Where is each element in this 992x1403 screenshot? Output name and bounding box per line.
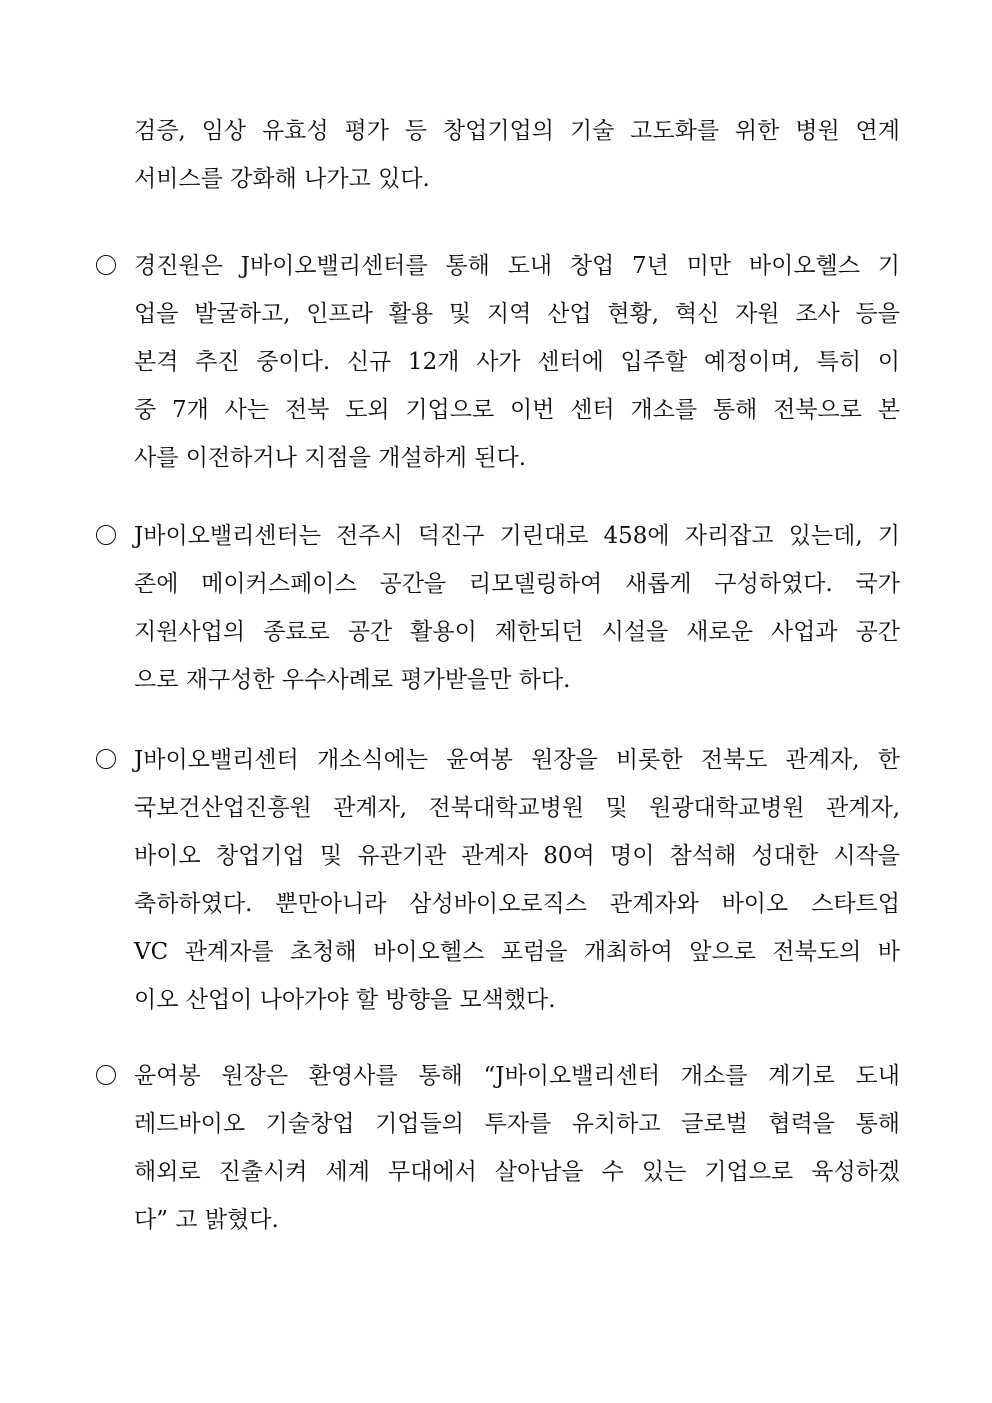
text-line [96, 1148, 900, 1196]
text-line [96, 880, 900, 928]
paragraph-line: 중 7개 사는 전북 도외 기업으로 이번 센터 개소를 통해 전북으로 본 [134, 397, 900, 423]
text-line [96, 1196, 900, 1244]
intro-line-2: 서비스를 강화해 나가고 있다. [134, 166, 430, 192]
text-line [96, 656, 900, 704]
paragraph-line: 사를 이전하거나 지점을 개설하게 된다. [134, 445, 527, 471]
bullet-paragraph-2 [96, 512, 900, 704]
text-line [96, 512, 900, 560]
text-line [96, 736, 900, 784]
paragraph-line: 지원사업의 종료로 공간 활용이 제한되던 시설을 새로운 사업과 공간 [134, 619, 900, 645]
paragraph-line: 으로 재구성한 우수사례로 평가받을만 하다. [134, 667, 571, 693]
paragraph-line: 윤여봉 원장은 환영사를 통해 “J바이오밸리센터 개소를 계기로 도내 [134, 1063, 900, 1089]
text-line [96, 434, 900, 482]
text-line [96, 784, 900, 832]
text-line [96, 290, 900, 338]
text-line [96, 928, 900, 976]
text-line [96, 242, 900, 290]
text-line [96, 1052, 900, 1100]
paragraph-line: 바이오 창업기업 및 유관기관 관계자 80여 명이 참석해 성대한 시작을 [134, 843, 900, 869]
text-line [96, 107, 900, 155]
paragraph-line: 해외로 진출시켜 세계 무대에서 살아남을 수 있는 기업으로 육성하겠 [134, 1159, 900, 1185]
text-line [96, 1100, 900, 1148]
text-line [96, 976, 900, 1024]
bullet-paragraph-1 [96, 242, 900, 482]
paragraph-line: J바이오밸리센터 개소식에는 윤여봉 원장을 비롯한 전북도 관계자, 한 [134, 747, 900, 773]
text-line [96, 560, 900, 608]
text-line [96, 386, 900, 434]
paragraph-line: 존에 메이커스페이스 공간을 리모델링하여 새롭게 구성하였다. 국가 [134, 571, 900, 597]
intro-paragraph [96, 107, 900, 203]
bullet-paragraph-4 [96, 1052, 900, 1244]
text-line [96, 608, 900, 656]
paragraph-line: 레드바이오 기술창업 기업들의 투자를 유치하고 글로벌 협력을 통해 [134, 1111, 901, 1137]
bullet-paragraph-3 [96, 736, 900, 1024]
intro-line-1: 검증, 임상 유효성 평가 등 창업기업의 기술 고도화를 위한 병원 연계 [134, 118, 900, 144]
text-line [96, 155, 900, 203]
text-line [96, 832, 900, 880]
paragraph-line: 다” 고 밝혔다. [134, 1207, 279, 1233]
paragraph-line: 축하하였다. 뿐만아니라 삼성바이오로직스 관계자와 바이오 스타트업 [134, 891, 900, 917]
paragraph-line: 업을 발굴하고, 인프라 활용 및 지역 산업 현황, 혁신 자원 조사 등을 [134, 301, 900, 327]
paragraph-line: 경진원은 J바이오밸리센터를 통해 도내 창업 7년 미만 바이오헬스 기 [134, 253, 900, 279]
paragraph-line: 국보건산업진흥원 관계자, 전북대학교병원 및 원광대학교병원 관계자, [134, 795, 900, 821]
paragraph-line: 이오 산업이 나아가야 할 방향을 모색했다. [134, 987, 556, 1013]
paragraph-line: VC 관계자를 초청해 바이오헬스 포럼을 개최하여 앞으로 전북도의 바 [134, 939, 900, 965]
text-line [96, 338, 900, 386]
paragraph-line: J바이오밸리센터는 전주시 덕진구 기린대로 458에 자리잡고 있는데, 기 [134, 523, 900, 549]
paragraph-line: 본격 추진 중이다. 신규 12개 사가 센터에 입주할 예정이며, 특히 이 [134, 349, 900, 375]
